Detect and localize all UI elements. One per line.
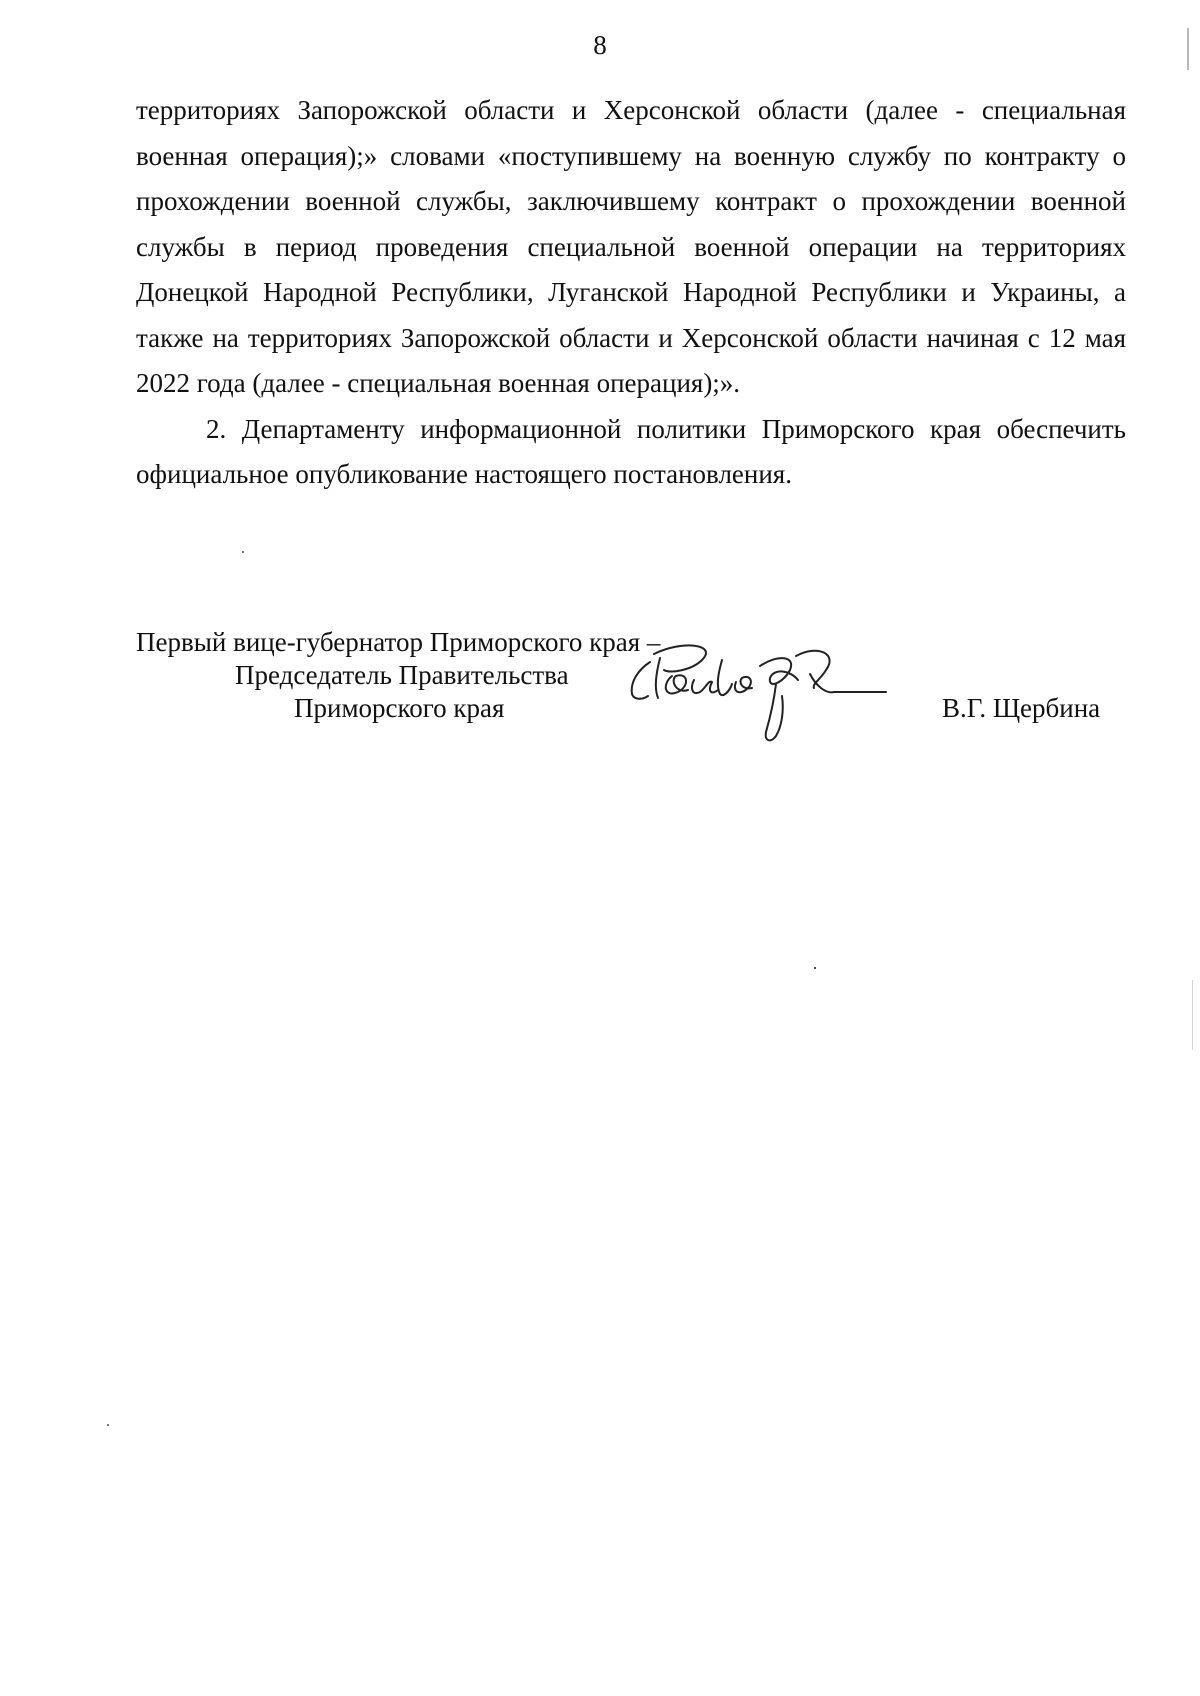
scan-speck — [242, 551, 244, 553]
signer-position-line-2: Председатель Правительства — [235, 660, 569, 690]
handwritten-signature — [620, 640, 920, 750]
scan-speck — [814, 967, 816, 969]
paragraph-continuation: территориях Запорожской области и Херсонской области (далее - специальная военная операция);» словами «поступившему на военную службу по контракту о прохождении военной службы, заключившему контракт о прохождении военной службы в период проведения специальной военной операции на территориях Донецкой Народной Республики, Луганской Народной Республики и Украины, а также на территориях Запорожской области и Херсонской области начиная с 12 мая 2022 года (далее - специальная военная операция);». — [136, 95, 1126, 398]
scan-speck — [107, 1424, 109, 1426]
signer-position-line-3: Приморского края — [294, 693, 505, 723]
signer-name: В.Г. Щербина — [942, 693, 1101, 723]
paragraph-2: 2. Департаменту информационной политики Приморского края обеспечить официальное опубликование настоящего постановления. — [136, 413, 1126, 489]
scan-edge-mark — [1187, 28, 1189, 70]
signer-position — [136, 626, 676, 725]
signer-position-line-1: Первый вице-губернатор Приморского края – — [136, 627, 661, 657]
document-body — [136, 88, 1126, 498]
scan-edge-mark — [1192, 980, 1193, 1050]
page-number: 8 — [593, 30, 607, 60]
signature-block — [136, 626, 1126, 746]
